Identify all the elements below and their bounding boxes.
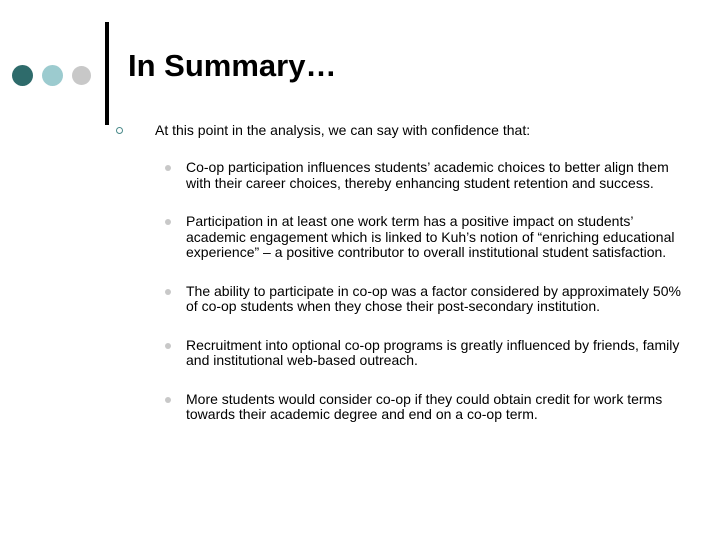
- filled-circle-bullet-icon: [165, 343, 171, 349]
- point-text: More students would consider co-op if they could obtain credit for work terms towards their academic degree and end on a co-op term.: [186, 390, 663, 422]
- dark-teal-dot-icon: [12, 65, 33, 86]
- list-item: [165, 392, 685, 423]
- summary-points-list: [165, 160, 685, 446]
- filled-circle-bullet-icon: [165, 165, 171, 171]
- point-text: The ability to participate in co-op was a factor considered by approximately 50% of co-op students when they chose their post-secondary institution.: [186, 282, 681, 314]
- list-item: [165, 160, 685, 191]
- slide-title: In Summary…: [128, 48, 337, 83]
- point-text: Co-op participation influences students’ academic choices to better align them with their career choices, thereby enhancing student retention and success.: [186, 159, 669, 191]
- list-item: [165, 338, 685, 369]
- hollow-circle-bullet-icon: [116, 127, 123, 134]
- point-text: Recruitment into optional co-op programs is greatly influenced by friends, family and institutional web-based outreach.: [186, 336, 680, 368]
- list-item: [165, 214, 685, 261]
- lead-statement: At this point in the analysis, we can say with confidence that:: [155, 122, 531, 138]
- filled-circle-bullet-icon: [165, 289, 171, 295]
- light-teal-dot-icon: [42, 65, 63, 86]
- title-divider-bar: [105, 22, 109, 125]
- filled-circle-bullet-icon: [165, 219, 171, 225]
- filled-circle-bullet-icon: [165, 397, 171, 403]
- decorative-dots: [12, 65, 96, 87]
- grey-dot-icon: [72, 66, 91, 85]
- list-item: [165, 284, 685, 315]
- point-text: Participation in at least one work term has a positive impact on students’ academic engagement which is linked to Kuh’s notion of “enriching educational experience” – a positive contributor to overall institutional student satisfaction.: [186, 213, 675, 260]
